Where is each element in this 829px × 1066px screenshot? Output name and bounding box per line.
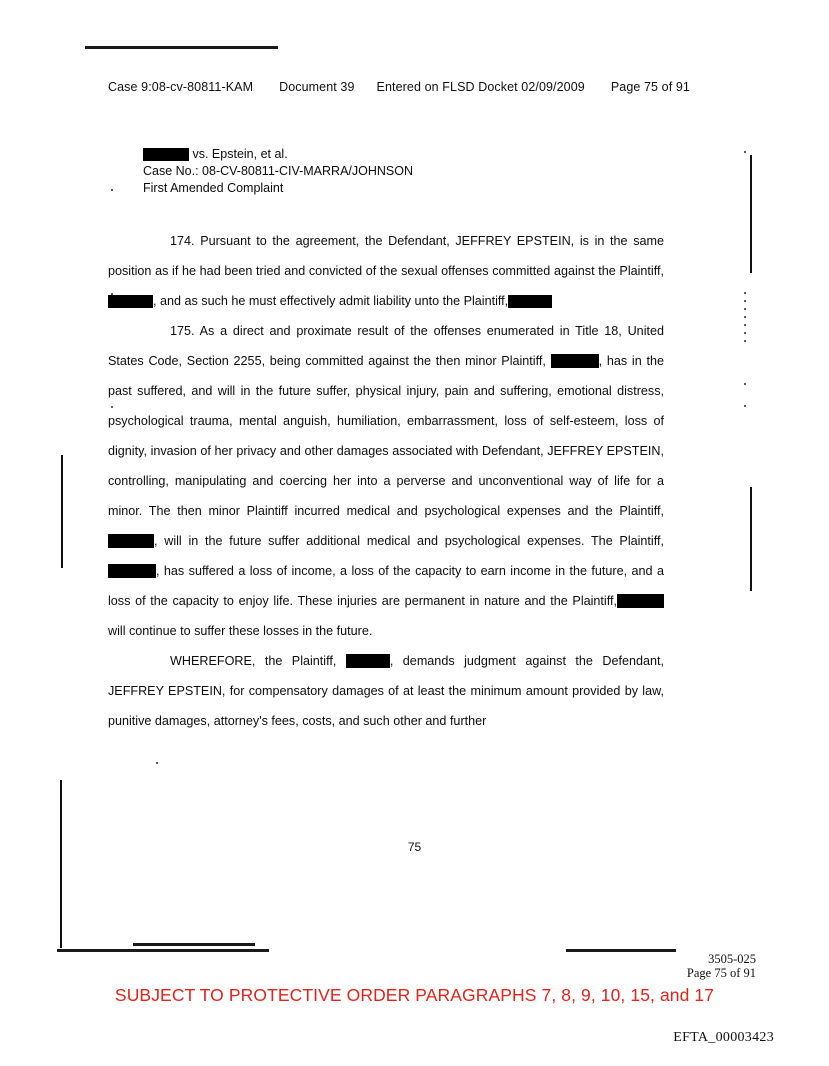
header-page-label: Page 75 of 91 xyxy=(610,80,690,94)
paragraph-wherefore xyxy=(108,646,664,736)
scan-speckle xyxy=(156,762,158,764)
caption-party-line xyxy=(143,146,413,163)
paragraph-175-number: 175. xyxy=(170,324,195,338)
caption-party-suffix: vs. Epstein, et al. xyxy=(192,147,288,161)
redaction-bar xyxy=(108,564,156,578)
bates-block xyxy=(687,952,756,980)
scan-speckle xyxy=(744,316,746,318)
redaction-bar xyxy=(108,534,154,548)
redaction-bar xyxy=(143,148,189,161)
footer-rule-left-secondary xyxy=(133,943,255,946)
production-number: EFTA_00003423 xyxy=(673,1030,774,1045)
redaction-bar xyxy=(551,354,599,368)
bates-page-label: Page 75 of 91 xyxy=(686,966,756,980)
redaction-bar xyxy=(508,295,552,308)
page-number: 75 xyxy=(407,840,422,854)
header-docket-entry: Entered on FLSD Docket 02/09/2009 xyxy=(376,80,585,94)
scan-edge-artifact-left-lower xyxy=(60,780,62,948)
scan-speckle xyxy=(744,292,746,294)
paragraph-175-text-5: will continue to suffer these losses in the future. xyxy=(108,624,373,638)
document-body xyxy=(108,226,664,736)
paragraph-175-text-4: , has suffered a loss of income, a loss of the capacity to earn income in the future, and a loss of the capacity to enjoy life. These injuries are permanent in nature and the Plaintiff, xyxy=(108,564,664,608)
protective-order-notice: SUBJECT TO PROTECTIVE ORDER PARAGRAPHS 7, 8, 9, 10, 15, and 17 xyxy=(114,985,715,1005)
scan-speckle xyxy=(744,324,746,326)
paragraph-174 xyxy=(108,226,664,316)
header-document-label: Document 39 xyxy=(279,80,355,94)
redaction-bar xyxy=(617,594,664,608)
paragraph-wherefore-text-1: WHEREFORE, the Plaintiff, xyxy=(170,654,337,668)
scan-speckle xyxy=(111,189,113,191)
court-stamp-header xyxy=(108,80,708,94)
footer-rule-left xyxy=(57,949,269,952)
paragraph-175 xyxy=(108,316,664,646)
scan-speckle xyxy=(744,332,746,334)
scan-speckle xyxy=(744,340,746,342)
paragraph-174-text-1: Pursuant to the agreement, the Defendant, JEFFREY EPSTEIN, is in the same position as if he had been tried and convicted of the sexual offenses committed against the Plaintiff, xyxy=(108,234,665,278)
paragraph-174-number: 174. xyxy=(170,234,195,248)
paragraph-wherefore-text-2: , demands judgment against the Defendant, JEFFREY EPSTEIN, for compensatory damages of at least the minimum amount provided by law, punitive damages, attorney's fees, costs, and such other and further xyxy=(108,654,665,728)
bates-number: 3505-025 xyxy=(708,952,756,966)
redaction-bar xyxy=(108,295,153,308)
caption-pleading-title: First Amended Complaint xyxy=(143,181,284,195)
scan-edge-artifact-right-upper xyxy=(750,155,752,273)
paragraph-174-text-2: , and as such he must effectively admit liability unto the Plaintiff, xyxy=(153,294,509,308)
redaction-bar xyxy=(346,654,390,668)
header-case-number: Case 9:08-cv-80811-KAM xyxy=(108,80,254,94)
caption-case-no: Case No.: 08-CV-80811-CIV-MARRA/JOHNSON xyxy=(143,164,413,178)
header-rule xyxy=(85,46,278,49)
scan-speckle xyxy=(744,405,746,407)
scan-speckle xyxy=(744,383,746,385)
scan-speckle xyxy=(744,151,746,153)
scan-edge-artifact-left-upper xyxy=(61,455,63,568)
scan-speckle xyxy=(744,308,746,310)
footer-rule-right xyxy=(566,949,676,952)
scan-edge-artifact-right-lower xyxy=(750,487,752,591)
scan-speckle xyxy=(744,300,746,302)
paragraph-175-text-3: , will in the future suffer additional medical and psychological expenses. The Plaintiff, xyxy=(154,534,664,548)
paragraph-175-text-2: , has in the past suffered, and will in the future suffer, physical injury, pain and suffering, emotional distress, psychological trauma, mental anguish, humiliation, embarrassment, loss of self-esteem, loss of dignity, invasion of her privacy and other damages associated with Defendant, JEFFREY EPSTEIN, controlling, manipulating and coercing her into a perverse and unconventional way of life for a minor. The then minor Plaintiff incurred medical and psychological expenses and the Plaintiff, xyxy=(108,354,664,518)
caption-block xyxy=(143,146,413,197)
paragraph-175-text-1: As a direct and proximate result of the offenses enumerated in Title 18, United States Code, Section 2255, being committed against the then minor Plaintiff, xyxy=(108,324,664,368)
